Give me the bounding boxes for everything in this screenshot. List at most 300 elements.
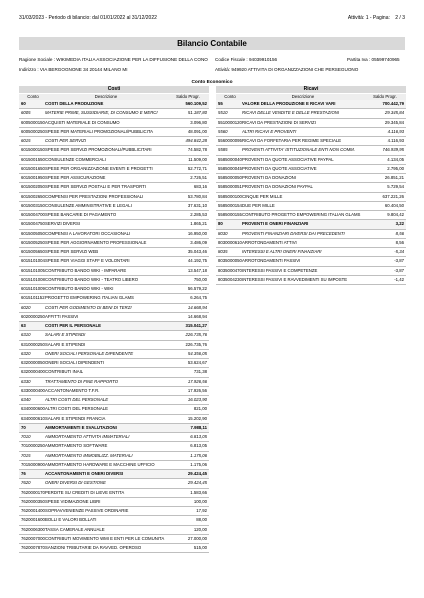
row-descrizione: ARROTONDAMENTI ATTIVI bbox=[242, 239, 297, 245]
row-descrizione: AMMORTAMENTO IMMOBILIZZ. MATERIALI bbox=[45, 452, 133, 458]
table-row bbox=[216, 211, 406, 220]
row-saldo: 3.096,80 bbox=[190, 119, 207, 125]
table-row bbox=[19, 119, 209, 128]
row-descrizione: SPESE PER SERVIZI POSTALI E PER TRASPORTI bbox=[45, 184, 146, 190]
ragione-sociale: Ragione Sociale : WIKIMEDIA ITALIA ASSOCIAZIONE PER LA DIFFUSIONE DELLA CONO bbox=[19, 57, 208, 62]
row-descrizione: TASSA CAMERALE ANNUALE bbox=[45, 526, 105, 532]
row-conto: 6330 bbox=[21, 378, 31, 384]
table-row bbox=[19, 350, 209, 359]
row-conto: 70 bbox=[21, 424, 26, 430]
row-descrizione: DUE PER MILLE bbox=[242, 202, 275, 208]
row-descrizione: SERVIZI DIVERSI bbox=[45, 221, 81, 227]
costi-rows bbox=[19, 100, 209, 553]
row-saldo: 8,56 bbox=[395, 239, 404, 245]
row-conto: 5510000120 bbox=[218, 119, 242, 125]
row-saldo: 2.285,53 bbox=[190, 212, 207, 217]
row-saldo: 683,16 bbox=[193, 184, 207, 190]
table-row bbox=[19, 193, 209, 202]
row-conto: 7010 bbox=[21, 434, 31, 439]
row-conto: 6320000400 bbox=[21, 369, 45, 375]
row-saldo: 11.509,00 bbox=[188, 156, 207, 162]
row-saldo: 700.442,79 bbox=[382, 101, 404, 106]
page-header bbox=[19, 14, 405, 22]
row-saldo: 1.175,06 bbox=[190, 452, 207, 458]
table-row bbox=[19, 387, 209, 396]
row-conto: 60 bbox=[21, 101, 26, 106]
row-saldo: 515,00 bbox=[193, 545, 207, 550]
table-row bbox=[19, 165, 209, 174]
row-saldo: 3.486,09 bbox=[190, 239, 207, 245]
row-conto: 6340 bbox=[21, 397, 31, 402]
table-row bbox=[216, 202, 406, 211]
table-row bbox=[216, 146, 406, 155]
row-conto: 5585000051 bbox=[218, 184, 242, 190]
row-saldo: 29.424,45 bbox=[187, 480, 207, 486]
row-saldo: 29.424,45 bbox=[187, 471, 207, 476]
row-conto: 8035004230 bbox=[218, 276, 242, 282]
row-descrizione: RICAVI DELLE VENDITE E DELLE PRESTAZIONI bbox=[242, 110, 340, 116]
document-title: Bilancio Contabile bbox=[19, 37, 405, 50]
row-saldo: 17.926,56 bbox=[187, 378, 207, 384]
row-saldo: 315.041,27 bbox=[185, 323, 207, 328]
row-conto: 6005000150 bbox=[21, 119, 45, 125]
row-descrizione: INTERESSI E ALTRI ONERI FINANZIARI bbox=[242, 249, 322, 254]
row-conto: 6015101008 bbox=[21, 276, 45, 282]
costi-table bbox=[19, 86, 209, 553]
row-conto: 5585000155 bbox=[218, 212, 242, 217]
row-descrizione: PROVENTI ATTIVITA' ISTITUZIONALE ENTI NON COMM. bbox=[242, 147, 355, 153]
row-descrizione: SPESE PER VIAGGI STAFF E VOLONTARI bbox=[45, 258, 130, 264]
ricavi-title: Ricavi bbox=[216, 86, 406, 94]
row-saldo: 88,00 bbox=[196, 517, 207, 523]
table-row bbox=[19, 211, 209, 220]
table-row bbox=[19, 341, 209, 350]
table-row bbox=[19, 415, 209, 424]
row-saldo: 3,22 bbox=[395, 221, 404, 227]
table-row bbox=[19, 331, 209, 340]
row-saldo: 4.134,05 bbox=[387, 156, 404, 162]
col-descrizione: Descrizione bbox=[291, 94, 315, 99]
row-descrizione: COMPENSI PER PRESTAZIONI PROFESSIONALI bbox=[45, 193, 144, 199]
row-descrizione: COSTI PER SERVIZI bbox=[45, 138, 86, 143]
table-row bbox=[19, 461, 209, 470]
row-descrizione: SPESE PER SERVIZI WEB bbox=[45, 249, 99, 254]
row-conto: 7620001600 bbox=[21, 517, 45, 523]
row-descrizione: INTERESSI PASSIVI E RAVVEDIMENTI SU IMPOSTE bbox=[242, 276, 348, 282]
table-row bbox=[19, 294, 209, 303]
row-conto: 6015005250 bbox=[21, 239, 45, 245]
row-descrizione: PROVENTI DA DONAZIONI PAYPAL bbox=[242, 184, 313, 190]
row-conto: 6015101005 bbox=[21, 267, 45, 273]
row-descrizione: SPESE PER AGGIORNAMENTO PROFESSIONALE bbox=[45, 239, 147, 245]
row-conto: 80 bbox=[218, 221, 223, 227]
row-conto: 6310000250 bbox=[21, 341, 45, 347]
row-conto: 6320000050 bbox=[21, 360, 45, 365]
row-descrizione: SPESE PER ASSICURAZIONE bbox=[45, 175, 106, 180]
table-row bbox=[19, 507, 209, 516]
row-conto: 6015005650 bbox=[21, 249, 45, 254]
table-row bbox=[19, 368, 209, 377]
row-descrizione: AMMORTAMENTO SOFTWARE bbox=[45, 443, 108, 449]
row-saldo: 29.345,84 bbox=[384, 119, 404, 125]
table-row bbox=[19, 257, 209, 266]
row-descrizione: AMMORTAMENTO ATTIVITA IMMATERIALI bbox=[45, 434, 130, 439]
table-row bbox=[19, 313, 209, 322]
row-descrizione: SPESE VIDIMAZIONE LIBRI bbox=[45, 498, 101, 504]
row-saldo: 53.780,84 bbox=[187, 193, 207, 199]
row-conto: 6340000600 bbox=[21, 406, 45, 412]
row-conto: 5585000050 bbox=[218, 175, 242, 180]
table-row bbox=[216, 100, 406, 109]
row-conto: 63 bbox=[21, 323, 26, 328]
row-saldo: 120,00 bbox=[193, 526, 207, 532]
table-row bbox=[216, 137, 406, 146]
row-saldo: 1.583,66 bbox=[190, 489, 207, 495]
table-row bbox=[19, 526, 209, 535]
row-saldo: 35.043,46 bbox=[187, 249, 207, 254]
table-row bbox=[216, 165, 406, 174]
row-saldo: 821,00 bbox=[193, 406, 207, 412]
col-conto: Conto bbox=[224, 94, 236, 99]
row-conto: 8030 bbox=[218, 230, 228, 236]
row-conto: 7015000900 bbox=[21, 461, 45, 467]
table-row bbox=[19, 100, 209, 109]
row-saldo: 750,00 bbox=[193, 276, 207, 282]
table-row bbox=[19, 405, 209, 414]
company-info-line-2 bbox=[19, 66, 405, 73]
row-descrizione: SPESE PER SERVIZI PROMOZIONALI/PUBBLICITARI bbox=[45, 147, 152, 153]
row-saldo: 51.187,80 bbox=[187, 110, 207, 116]
row-descrizione: RICAVI DA PRESTAZIONI DI SERVIZI bbox=[242, 119, 316, 125]
row-descrizione: CONTRIBUTI INAIL bbox=[45, 369, 84, 375]
row-conto: 6015000150 bbox=[21, 147, 45, 153]
row-descrizione: ACCANTONAMENTO T.F.R. bbox=[45, 387, 100, 393]
row-saldo: 14.668,94 bbox=[187, 304, 207, 310]
row-descrizione: BOLLI E VALORI BOLLATI bbox=[45, 517, 97, 523]
row-descrizione: RICAVI DA FORFETARIA PER REGIME SPECIALE bbox=[242, 138, 342, 143]
row-descrizione: COMPENSI A LAVORATORI OCCASIONALI bbox=[45, 230, 131, 236]
row-descrizione: VALORE DELLA PRODUZIONE E RICAVI VARI bbox=[242, 101, 336, 106]
row-descrizione: ONERI SOCIALI DIPENDENTI bbox=[45, 360, 104, 365]
row-saldo: 5.729,54 bbox=[387, 184, 404, 190]
table-row bbox=[19, 202, 209, 211]
table-row bbox=[19, 109, 209, 118]
row-conto: 8030000610 bbox=[218, 239, 242, 245]
table-row bbox=[19, 230, 209, 239]
row-conto: 7620000170 bbox=[21, 489, 45, 495]
row-saldo: 746.939,95 bbox=[382, 147, 404, 153]
row-saldo: 56.579,22 bbox=[187, 286, 207, 291]
row-saldo: 9.804,42 bbox=[387, 212, 404, 217]
table-row bbox=[19, 359, 209, 368]
table-row bbox=[216, 128, 406, 137]
row-conto: 5585000100 bbox=[218, 193, 242, 199]
row-descrizione: CONTRIBUTO BANDO WIKI - WIKI bbox=[45, 286, 114, 291]
table-row bbox=[19, 433, 209, 442]
row-descrizione: COSTI PER IL PERSONALE bbox=[45, 323, 102, 328]
row-saldo: 7.988,11 bbox=[190, 424, 207, 430]
col-conto: Conto bbox=[27, 94, 39, 99]
table-row bbox=[216, 109, 406, 118]
row-descrizione: PROVENTI DA DONAZIONI bbox=[242, 175, 296, 180]
table-row bbox=[19, 516, 209, 525]
row-conto: 5510 bbox=[218, 110, 228, 116]
row-saldo: 60.404,50 bbox=[384, 202, 404, 208]
table-row bbox=[216, 193, 406, 202]
row-descrizione: AMMORTAMENTI E SVALUTAZIONI bbox=[45, 424, 117, 430]
table-row bbox=[19, 498, 209, 507]
col-saldo: Saldo Progr. bbox=[373, 94, 397, 99]
row-saldo: 53.624,67 bbox=[187, 360, 207, 365]
table-row bbox=[19, 156, 209, 165]
conto-economico-heading: Conto Economico bbox=[191, 80, 233, 85]
row-saldo: 4.116,93 bbox=[387, 138, 404, 143]
row-conto: 6005 bbox=[21, 110, 31, 116]
codice-fiscale: Codice Fiscale : 94039910156 bbox=[215, 57, 278, 62]
row-saldo: -3,87 bbox=[394, 258, 404, 264]
row-descrizione: CINQUE PER MILLE bbox=[242, 193, 283, 199]
company-info-line-1 bbox=[19, 56, 405, 63]
row-saldo: 44.192,75 bbox=[187, 258, 207, 264]
row-conto: 7010000250 bbox=[21, 443, 45, 449]
row-conto: 6340000610 bbox=[21, 415, 45, 421]
table-row bbox=[216, 174, 406, 183]
row-conto: 7015 bbox=[21, 452, 31, 458]
row-saldo: 26.851,21 bbox=[384, 175, 404, 180]
table-row bbox=[19, 442, 209, 451]
table-row bbox=[216, 230, 406, 239]
row-saldo: 8,56 bbox=[395, 230, 404, 236]
row-conto: 5560 bbox=[218, 128, 228, 134]
table-row bbox=[19, 248, 209, 257]
row-saldo: 731,38 bbox=[193, 369, 207, 375]
row-saldo: 29.345,84 bbox=[384, 110, 404, 116]
row-saldo: 37.631,10 bbox=[187, 202, 207, 208]
row-conto: 8035000470 bbox=[218, 267, 242, 273]
row-saldo: 226.735,76 bbox=[185, 332, 207, 338]
row-saldo: 1.175,06 bbox=[190, 461, 207, 467]
row-conto: 76 bbox=[21, 471, 26, 476]
table-row bbox=[19, 396, 209, 405]
table-row bbox=[216, 248, 406, 257]
table-row bbox=[216, 119, 406, 128]
indirizzo: Indirizzo : VIA BERGOGNONE 34 20144 MILANO MI bbox=[19, 67, 128, 72]
row-descrizione: ARROTONDAMENTI PASSIVI bbox=[242, 258, 301, 264]
table-row bbox=[19, 544, 209, 553]
table-row bbox=[216, 220, 406, 229]
row-conto: 8035000050 bbox=[218, 258, 242, 264]
row-saldo: 17,92 bbox=[196, 508, 207, 513]
row-conto: 7620007000 bbox=[21, 535, 45, 541]
table-row bbox=[216, 267, 406, 276]
row-saldo: 4.116,93 bbox=[387, 128, 404, 134]
table-row bbox=[19, 322, 209, 331]
row-conto: 6015001950 bbox=[21, 175, 45, 180]
row-conto: 6320 bbox=[21, 350, 31, 356]
row-conto: 6015101152 bbox=[21, 295, 45, 301]
table-row bbox=[19, 285, 209, 294]
table-row bbox=[19, 239, 209, 248]
row-saldo: -3,87 bbox=[394, 267, 404, 273]
row-saldo: 6.813,05 bbox=[190, 434, 207, 439]
row-saldo: 13.547,18 bbox=[187, 267, 207, 273]
row-descrizione: PROVENTI E ONERI FINANZIARI bbox=[242, 221, 309, 227]
row-descrizione: PROVENTI DA QUOTE ASSOCIATIVE bbox=[242, 165, 317, 171]
row-conto: 6015101004 bbox=[21, 258, 45, 264]
row-saldo: -5,34 bbox=[394, 249, 404, 254]
row-saldo: -1,42 bbox=[394, 276, 404, 282]
row-conto: 6020000250 bbox=[21, 313, 45, 319]
row-conto: 7620000350 bbox=[21, 498, 45, 504]
table-row bbox=[19, 304, 209, 313]
col-saldo: Saldo Progr. bbox=[176, 94, 200, 99]
table-row bbox=[216, 183, 406, 192]
row-conto: 7620001400 bbox=[21, 508, 45, 513]
table-row bbox=[19, 378, 209, 387]
table-row bbox=[19, 267, 209, 276]
row-descrizione: SOPRAVVENIENZE PASSIVE ORDINARIE bbox=[45, 508, 129, 513]
row-descrizione: CONSULENZE COMMERCIALI bbox=[45, 156, 106, 162]
row-descrizione: CONSULENZE AMMINISTRATIVE E LEGALI bbox=[45, 202, 132, 208]
row-descrizione: PROVENTI DA QUOTE ASSOCIATIVE PAYPAL bbox=[242, 156, 334, 162]
row-descrizione: AFFITTI PASSIVI bbox=[45, 313, 79, 319]
table-row bbox=[19, 183, 209, 192]
row-conto: 6015004750 bbox=[21, 221, 45, 227]
partita-iva: Partita Iva : 05599740965 bbox=[347, 57, 400, 62]
row-descrizione: INTERESSI PASSIVI E COMPETENZE bbox=[242, 267, 318, 273]
table-row bbox=[216, 257, 406, 266]
row-descrizione: SALARI E STIPENDI bbox=[45, 332, 86, 338]
attivita: Attività: 949920 ATTIVITA DI ORGANIZZAZIONI CHE PERSEGUONO bbox=[215, 67, 359, 72]
row-descrizione: CONTRIBUTO BANDO WIKI - IMPARARE bbox=[45, 267, 127, 273]
row-descrizione: SALARI E STIPENDI FRANCIA bbox=[45, 415, 106, 421]
table-row bbox=[19, 137, 209, 146]
table-row bbox=[19, 146, 209, 155]
row-saldo: 100,00 bbox=[193, 498, 207, 504]
row-conto: 5560000095 bbox=[218, 138, 242, 143]
row-descrizione: AMMORTAMENTO HARDWARE E MACCHINE UFFICIO bbox=[45, 461, 155, 467]
row-saldo: 2.726,51 bbox=[190, 175, 207, 180]
row-saldo: 48.091,00 bbox=[187, 128, 207, 134]
row-conto: 6015002050 bbox=[21, 184, 45, 190]
row-descrizione: CONTRIBUTO BANDO WIKI - TEATRO LIBERO bbox=[45, 276, 139, 282]
activity-page-label: Attività: 1 - Pagina: bbox=[347, 15, 390, 21]
row-saldo: 27.000,00 bbox=[187, 535, 207, 541]
table-row bbox=[19, 128, 209, 137]
table-row bbox=[19, 174, 209, 183]
table-row bbox=[19, 276, 209, 285]
row-descrizione: CONTRIBUTI MOVIMENTO WMI E ENTI PER LE COMUNITA bbox=[45, 535, 165, 541]
row-conto: 7620007870 bbox=[21, 545, 45, 550]
row-saldo: 15.202,90 bbox=[187, 415, 207, 421]
page-number: 2 / 3 bbox=[395, 15, 405, 21]
row-saldo: 2.795,00 bbox=[387, 165, 404, 171]
row-conto: 8035 bbox=[218, 249, 228, 254]
row-conto: 6015 bbox=[21, 138, 31, 143]
row-conto: 6015101009 bbox=[21, 286, 45, 291]
row-conto: 7620 bbox=[21, 480, 31, 486]
row-descrizione: ACQUISTI MATERIALE DI CONSUMO bbox=[45, 119, 120, 125]
ricavi-rows bbox=[216, 100, 406, 285]
row-conto: 5585000154 bbox=[218, 202, 242, 208]
row-descrizione: PROVENTI FINANZIARI DIVERSI DAI PRECEDENTI bbox=[242, 230, 345, 236]
table-row bbox=[19, 470, 209, 479]
row-descrizione: ONERI DIVERSI DI GESTIONE bbox=[45, 480, 106, 486]
table-row bbox=[19, 220, 209, 229]
table-row bbox=[19, 452, 209, 461]
row-conto: 6020 bbox=[21, 304, 31, 310]
row-descrizione: SPESE PER MATERIALI PROMOZIONALI/PUBBLICITA bbox=[45, 128, 154, 134]
row-descrizione: SPESE BANCARIE DI PAGAMENTO bbox=[45, 212, 117, 217]
row-descrizione: PROGETTO EMPOWERING ITALIAN GLAMS bbox=[45, 295, 134, 301]
row-descrizione: PERDITE SU CREDITI DI LIEVE ENTITA bbox=[45, 489, 125, 495]
row-descrizione: ACCANTONAMENTI E ONERI DIVERSI bbox=[45, 471, 124, 476]
col-descrizione: Descrizione bbox=[94, 94, 118, 99]
row-descrizione: ALTRI RICAVI E PROVENTI bbox=[242, 128, 297, 134]
row-saldo: 637.221,26 bbox=[382, 193, 404, 199]
row-conto: 6330000400 bbox=[21, 387, 45, 393]
row-saldo: 16.023,90 bbox=[187, 397, 207, 402]
row-saldo: 1.865,21 bbox=[190, 221, 207, 227]
table-row bbox=[216, 239, 406, 248]
row-saldo: 560.109,52 bbox=[185, 101, 207, 106]
row-conto: 6310 bbox=[21, 332, 31, 338]
row-descrizione: ALTRI COSTI DEL PERSONALE bbox=[45, 397, 109, 402]
period-label: 31/03/2023 - Periodo di bilancio: dal 01/01/2022 al 31/12/2022 bbox=[19, 15, 157, 21]
table-row bbox=[216, 276, 406, 285]
ricavi-table bbox=[216, 86, 406, 285]
table-row bbox=[19, 535, 209, 544]
page-info bbox=[344, 15, 405, 21]
row-saldo: 226.735,76 bbox=[185, 341, 207, 347]
row-conto: 6015002650 bbox=[21, 193, 45, 199]
row-descrizione: ALTRI COSTI DEL PERSONALE bbox=[45, 406, 109, 412]
row-conto: 6015003150 bbox=[21, 202, 45, 208]
row-descrizione: COSTI DELLA PRODUZIONE bbox=[45, 101, 104, 106]
row-descrizione: SALARI E STIPENDI bbox=[45, 341, 86, 347]
row-conto: 5585 bbox=[218, 147, 228, 153]
row-saldo: 74.582,78 bbox=[187, 147, 207, 153]
row-saldo: 6.813,05 bbox=[190, 443, 207, 449]
table-row bbox=[19, 424, 209, 433]
table-row bbox=[216, 156, 406, 165]
row-saldo: 14.668,94 bbox=[187, 313, 207, 319]
table-row bbox=[19, 489, 209, 498]
row-saldo: 54.356,05 bbox=[187, 350, 207, 356]
row-conto: 6005000250 bbox=[21, 128, 45, 134]
row-conto: 6015005050 bbox=[21, 230, 45, 236]
row-saldo: 52.772,71 bbox=[187, 165, 207, 171]
row-conto: 5585000045 bbox=[218, 165, 242, 171]
row-conto: 6015001650 bbox=[21, 165, 45, 171]
row-conto: 7620006300 bbox=[21, 526, 45, 532]
row-conto: 6015004700 bbox=[21, 212, 45, 217]
row-saldo: 16.950,00 bbox=[187, 230, 207, 236]
row-conto: 6015001550 bbox=[21, 156, 45, 162]
row-descrizione: ONERI SOCIALI PERSONALE DIPENDENTE bbox=[45, 350, 134, 356]
row-conto: 5585000040 bbox=[218, 156, 242, 162]
row-descrizione: SPESE PER ORGANIZZAZIONE EVENTI E PROGETTI bbox=[45, 165, 153, 171]
table-row bbox=[19, 479, 209, 488]
row-descrizione: MATERIE PRIME, SUSSIDIARIE, DI CONSUMO E MERCI bbox=[45, 110, 158, 116]
row-saldo: 6.264,75 bbox=[190, 295, 207, 301]
costi-title: Costi bbox=[19, 86, 209, 94]
row-descrizione: CONTRIBUTO PROGETTO EMPOWERING ITALIAN GLAMS bbox=[242, 212, 361, 217]
row-descrizione: SANZIONI TRIBUTARIE DA RAVVED. OPEROSO bbox=[45, 545, 142, 550]
row-saldo: 494.842,28 bbox=[185, 138, 207, 143]
row-saldo: 17.926,56 bbox=[187, 387, 207, 393]
row-descrizione: TRATTAMENTO DI FINE RAPPORTO bbox=[45, 378, 119, 384]
